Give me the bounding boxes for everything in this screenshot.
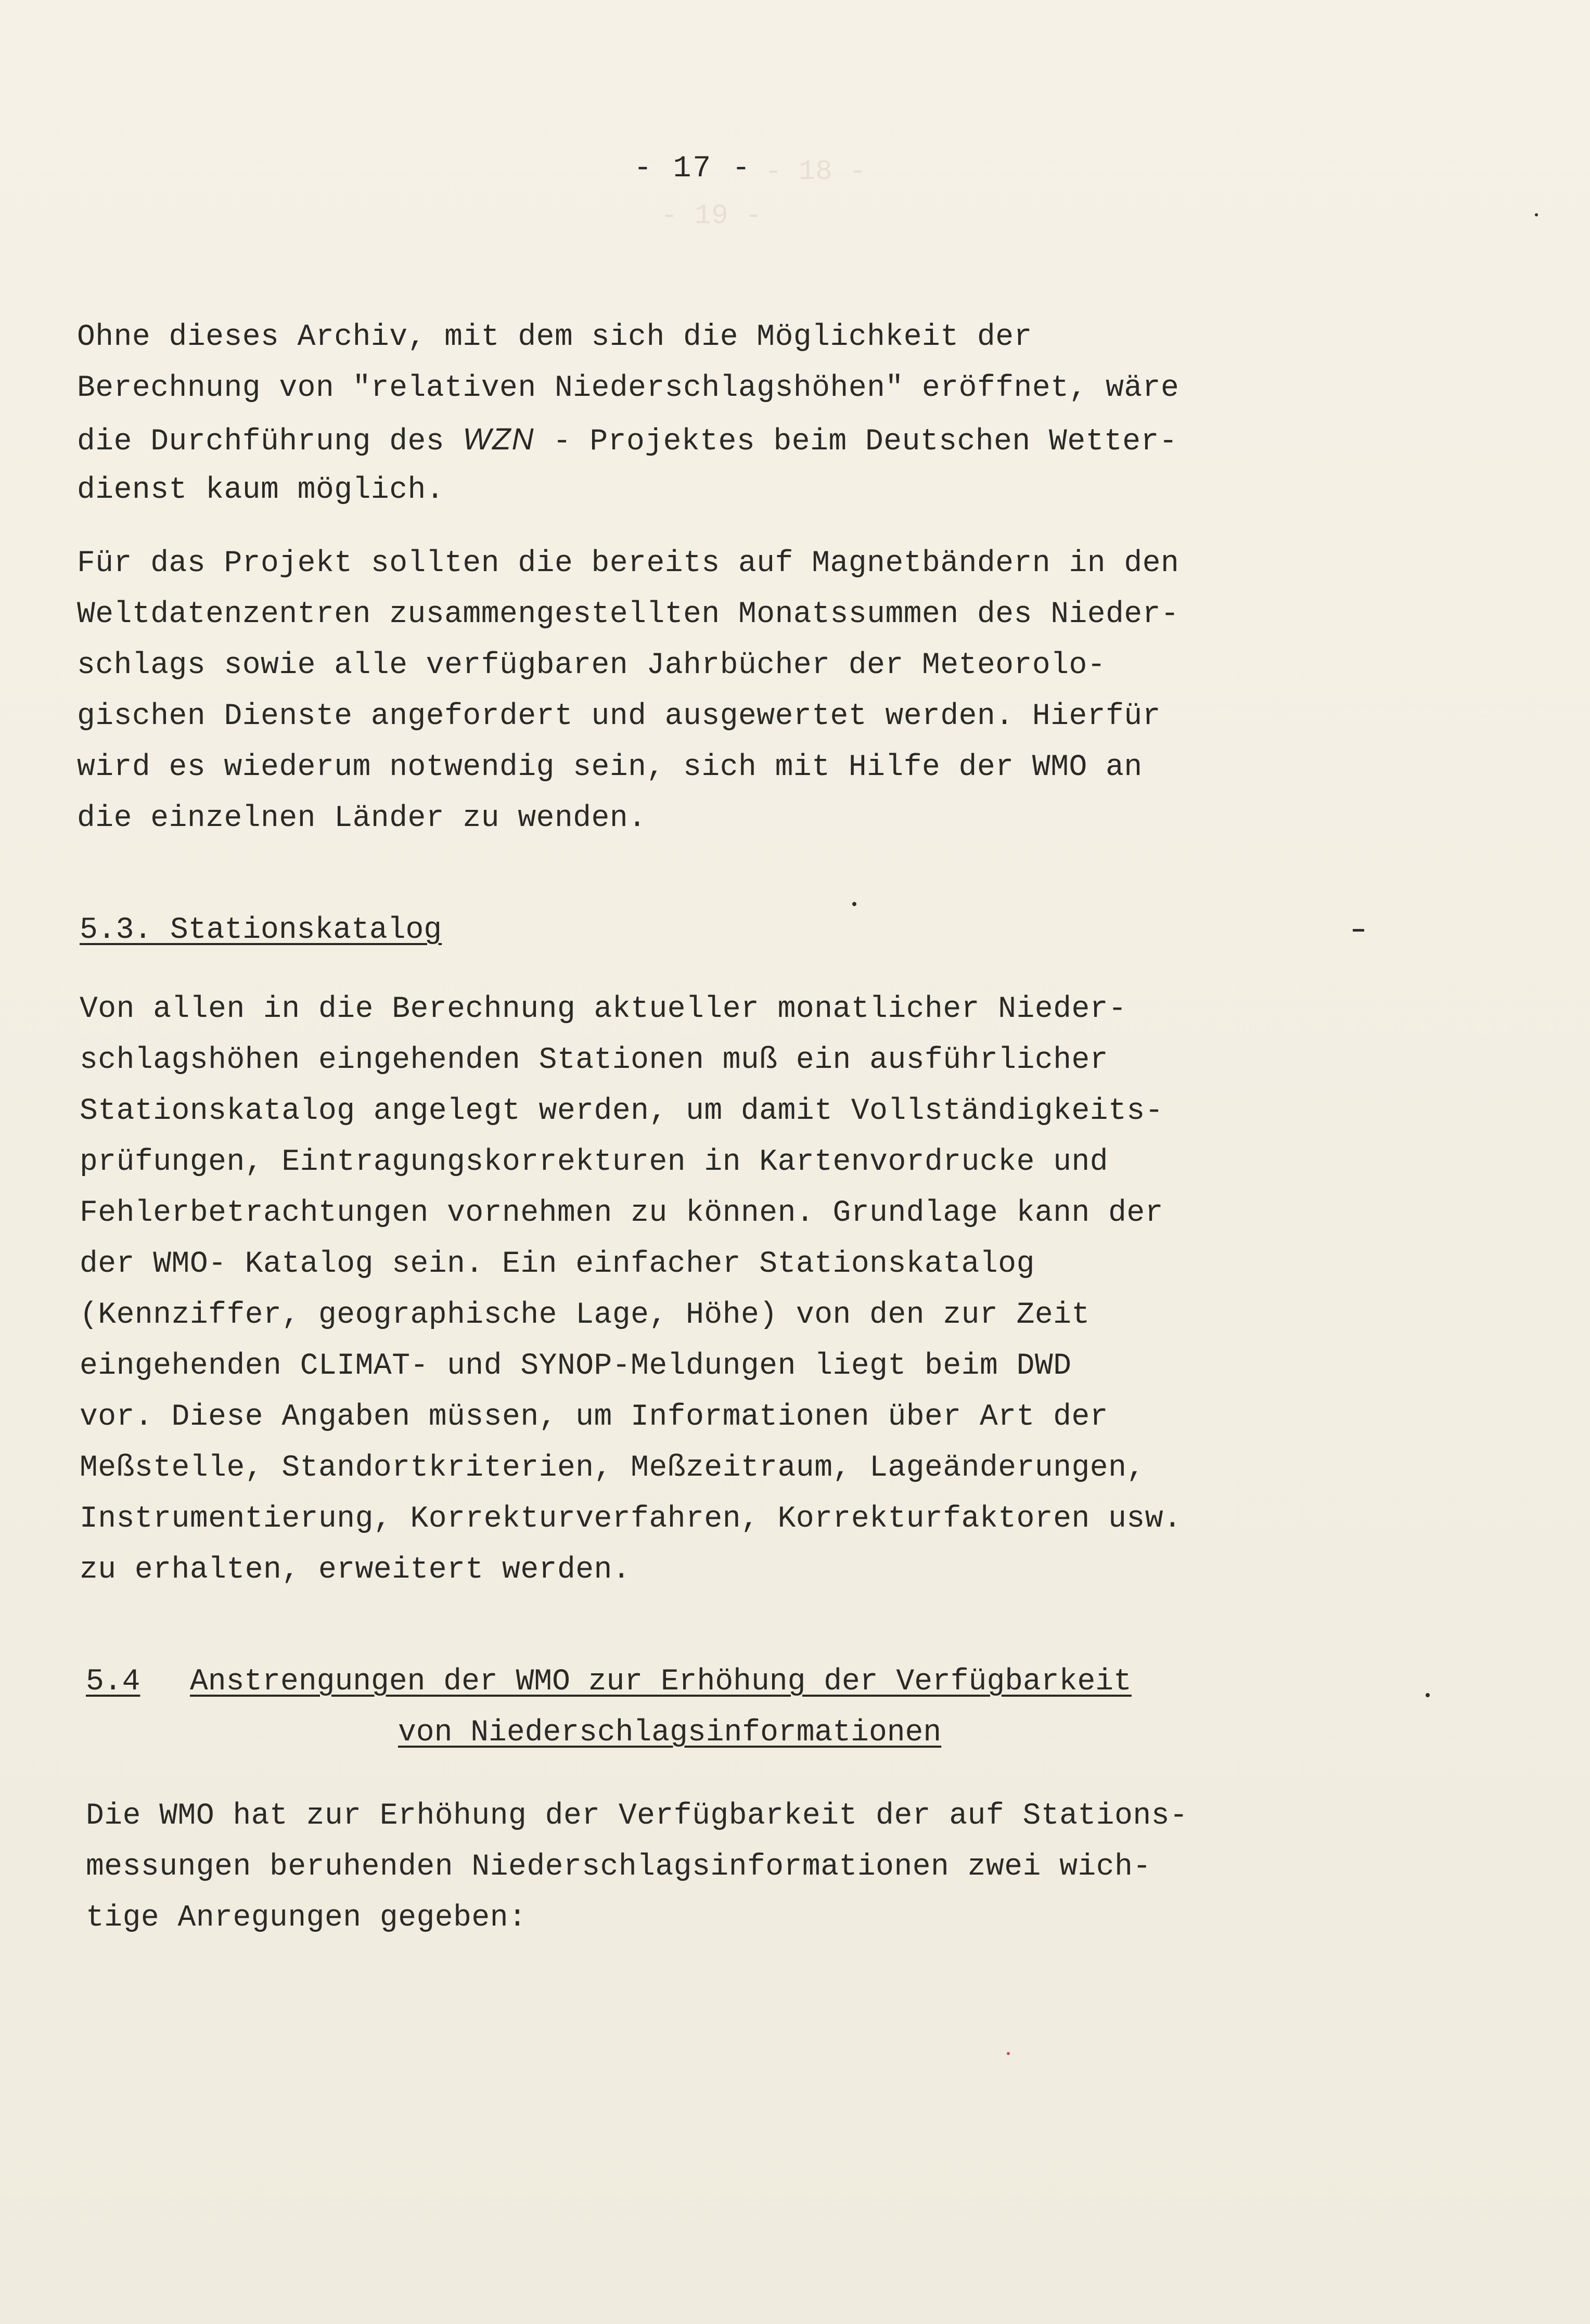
paragraph-line: Fehlerbetrachtungen vornehmen zu können. Grundlage kann der [80,1196,1164,1230]
stray-mark [1535,213,1538,216]
paragraph-line: vor. Diese Angaben müssen, um Informationen über Art der [80,1400,1109,1434]
paragraph-line: tige Anregungen gegeben: [86,1901,527,1935]
project-abbreviation: WZN [463,422,535,456]
show-through-text: - 18 - [765,156,866,188]
paragraph-line: Meßstelle, Standortkriterien, Meßzeitraum, Lageänderungen, [80,1451,1145,1485]
paragraph-line: prüfungen, Eintragungskorrekturen in Kartenvordrucke und [80,1145,1109,1179]
paragraph-line: (Kennziffer, geographische Lage, Höhe) von den zur Zeit [80,1298,1090,1332]
show-through-text: - 19 - [661,200,762,232]
paragraph-line: der WMO- Katalog sein. Ein einfacher Stationskatalog [80,1247,1035,1281]
section-heading: Anstrengungen der WMO zur Erhöhung der Verfügbarkeit [190,1665,1132,1699]
paragraph-line: messungen beruhenden Niederschlagsinformationen zwei wich- [86,1850,1151,1884]
stray-mark [852,902,856,906]
paragraph-line: zu erhalten, erweitert werden. [80,1553,631,1587]
paragraph-line: Instrumentierung, Korrekturverfahren, Korrekturfaktoren usw. [80,1502,1182,1536]
paragraph-line: gischen Dienste angefordert und ausgewertet werden. Hierfür [77,700,1161,733]
stray-mark [1007,2052,1010,2055]
paragraph-line: Ohne dieses Archiv, mit dem sich die Möglichkeit der [77,320,1032,354]
section-heading: 5.3. Stationskatalog [80,913,442,947]
text-segment: - Projektes beim Deutschen Wetter- [534,425,1178,459]
paragraph-line: dienst kaum möglich. [77,473,445,507]
paragraph-line: Die WMO hat zur Erhöhung der Verfügbarkeit der auf Stations- [86,1799,1188,1833]
paragraph-line: Weltdatenzentren zusammengestellten Monatssummen des Nieder- [77,598,1179,631]
stray-mark [1426,1693,1430,1697]
paragraph-line: die einzelnen Länder zu wenden. [77,802,647,835]
paragraph-line [77,424,1177,457]
paragraph-line: schlags sowie alle verfügbaren Jahrbücher der Meteorolo- [77,649,1106,682]
paragraph-line: wird es wiederum notwendig sein, sich mit Hilfe der WMO an [77,751,1143,784]
text-segment: die Durchführung des [77,425,463,459]
section-number: 5.4 [86,1665,140,1699]
paragraph-line: Stationskatalog angelegt werden, um damit Vollständigkeits- [80,1094,1164,1128]
page-number: - 17 - [634,152,752,186]
section-heading-continued: von Niederschlagsinformationen [398,1716,942,1750]
paragraph-line: schlagshöhen eingehenden Stationen muß ein ausführlicher [80,1043,1109,1077]
paragraph-line: eingehenden CLIMAT- und SYNOP-Meldungen liegt beim DWD [80,1349,1072,1383]
stray-mark [1353,929,1364,932]
paragraph-line: Für das Projekt sollten die bereits auf Magnetbändern in den [77,547,1179,580]
paragraph-line: Berechnung von "relativen Niederschlagshöhen" eröffnet, wäre [77,371,1179,405]
paragraph-line: Von allen in die Berechnung aktueller monatlicher Nieder- [80,992,1127,1026]
